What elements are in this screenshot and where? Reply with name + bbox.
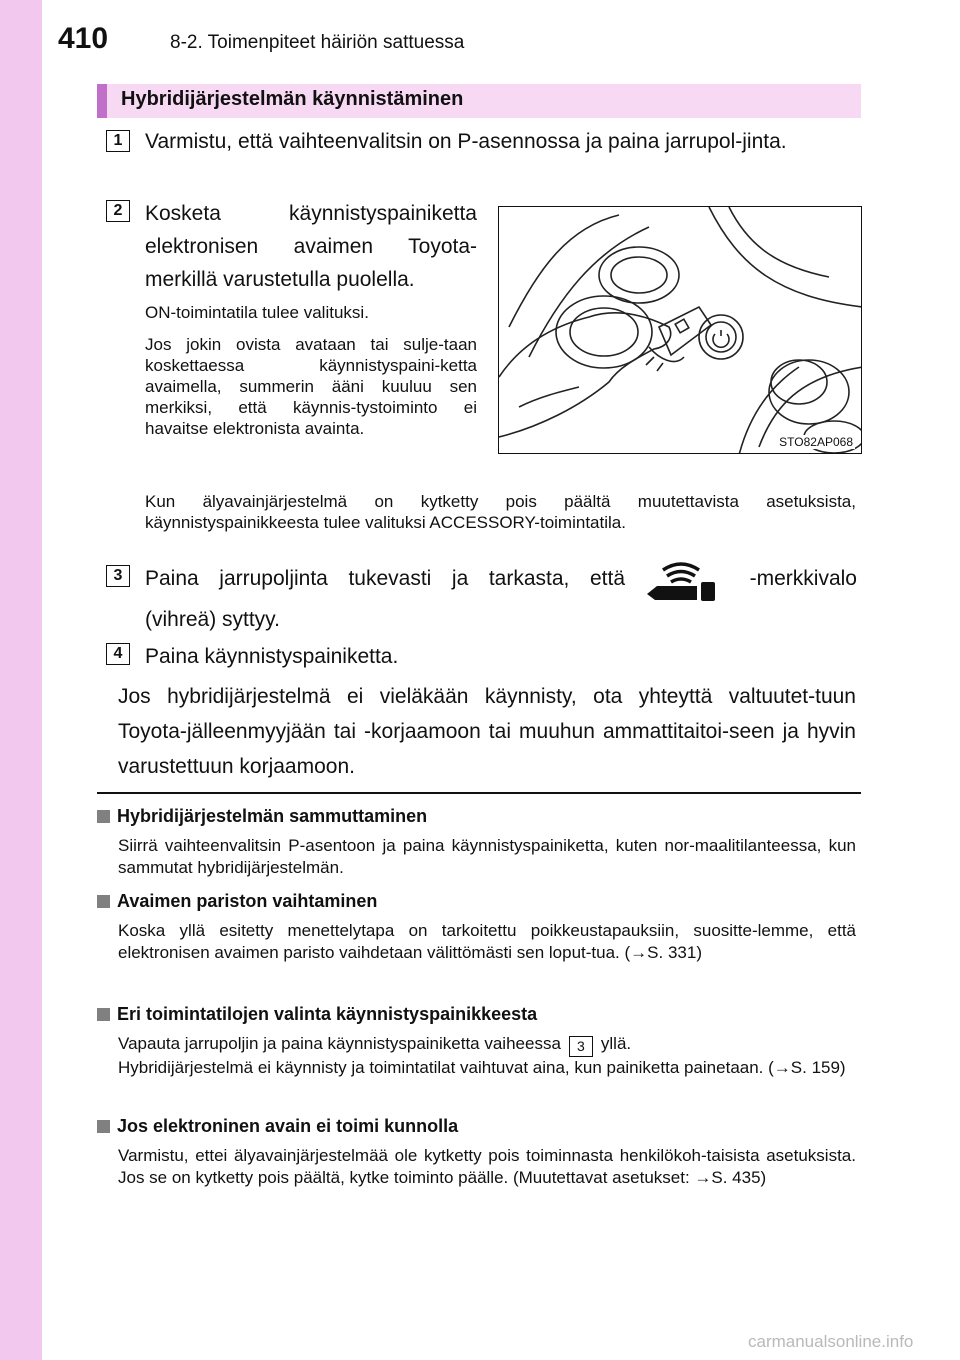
bullet-square-icon xyxy=(97,1120,110,1133)
step-number-1: 1 xyxy=(106,130,130,152)
note-3-step-box: 3 xyxy=(569,1036,593,1057)
note-3-heading xyxy=(97,1004,537,1025)
section-header-title: Hybridijärjestelmän käynnistäminen xyxy=(121,88,464,110)
note-3-body-after: yllä. xyxy=(600,1034,632,1053)
step-1-text: Varmistu, että vaihteenvalitsin on P-asennossa ja paina jarrupol-jinta. xyxy=(145,130,787,153)
note-1-heading xyxy=(97,806,427,827)
step-number-2: 2 xyxy=(106,200,130,222)
step-number-3: 3 xyxy=(106,565,130,587)
note-2-body: Koska yllä esitetty menettelytapa on tarkoitettu poikkeustapauksiin, suositte-lemme, että elektronisen avaimen paristo vaihdetaan välittömästi sen loput-tua. (→S. 331) xyxy=(118,921,856,962)
step-2-sub1: ON-toimintatila tulee valituksi. xyxy=(145,303,369,322)
note-3-body-rest: Hybridijärjestelmä ei käynnisty ja toimintatilat vaihtuvat aina, kun painiketta painetaan. (→S. 159) xyxy=(118,1058,846,1077)
step-3-text-before: Paina jarrupoljinta tukevasti ja tarkasta, että xyxy=(145,567,625,590)
section-title: 8-2. Toimenpiteet häiriön sattuessa xyxy=(170,32,465,53)
side-color-bar xyxy=(0,0,42,1360)
note-1-body: Siirrä vaihteenvalitsin P-asentoon ja paina käynnistyspainiketta, kuten nor-maalitilanteessa, kun sammutat hybridijärjestelmän. xyxy=(118,836,856,877)
divider xyxy=(97,792,861,794)
illustration-code: STO82AP068 xyxy=(779,435,853,449)
page-number: 410 xyxy=(58,22,109,55)
key-indicator-icon xyxy=(645,556,717,607)
bullet-square-icon xyxy=(97,895,110,908)
bullet-square-icon xyxy=(97,1008,110,1021)
step-3-text-after: -merkkivalo xyxy=(749,567,857,590)
note-3-title: Eri toimintatilojen valinta käynnistyspainikkeesta xyxy=(117,1004,538,1024)
step-number-4: 4 xyxy=(106,643,130,665)
step-4-text: Paina käynnistyspainiketta. xyxy=(145,645,399,668)
watermark: carmanualsonline.info xyxy=(748,1332,914,1351)
after-steps-text: Jos hybridijärjestelmä ei vieläkään käynnisty, ota yhteyttä valtuutet-tuun Toyota-jälleenmyyjään tai -korjaamoon tai muuhun ammattitaitoi-seen ja hyvin varustettuun korjaamoon. xyxy=(118,685,856,778)
hand-pressing-power-button-with-key-icon xyxy=(499,207,862,454)
step-2-sub2: Jos jokin ovista avataan tai sulje-taan koskettaessa käynnistyspaini-ketta avaimella, summerin ääni kuuluu sen merkiksi, että käynnis-tystoiminto ei havaitse elektronista avainta. xyxy=(145,335,477,438)
bullet-square-icon xyxy=(97,810,110,823)
note-1-title: Hybridijärjestelmän sammuttaminen xyxy=(117,806,428,826)
note-2-title: Avaimen pariston vaihtaminen xyxy=(117,891,378,911)
step-2-text: Kosketa käynnistyspainiketta elektronisen avaimen Toyota-merkillä varustetulla puolella. xyxy=(145,202,477,291)
note-3-body xyxy=(118,1033,856,1079)
step-3-text-line2: (vihreä) syttyy. xyxy=(145,608,280,631)
note-4-title: Jos elektroninen avain ei toimi kunnolla xyxy=(117,1116,459,1136)
note-4-heading xyxy=(97,1116,458,1137)
note-3-body-before: Vapauta jarrupoljin ja paina käynnistyspainiketta vaiheessa xyxy=(118,1034,561,1053)
illustration xyxy=(498,206,862,454)
note-2-heading xyxy=(97,891,377,912)
section-header xyxy=(97,84,861,118)
note-4-body: Varmistu, ettei älyavainjärjestelmää ole kytketty pois toiminnasta henkilökoh-taisista asetuksista. Jos se on kytketty pois päältä, kytke toiminto päälle. (Muutettavat asetukset: →S. 435) xyxy=(118,1146,856,1187)
step-2-sub3: Kun älyavainjärjestelmä on kytketty pois päältä muutettavista asetuksista, käynnistyspainikkeesta tulee valituksi ACCESSORY-toimintatila. xyxy=(145,492,856,532)
